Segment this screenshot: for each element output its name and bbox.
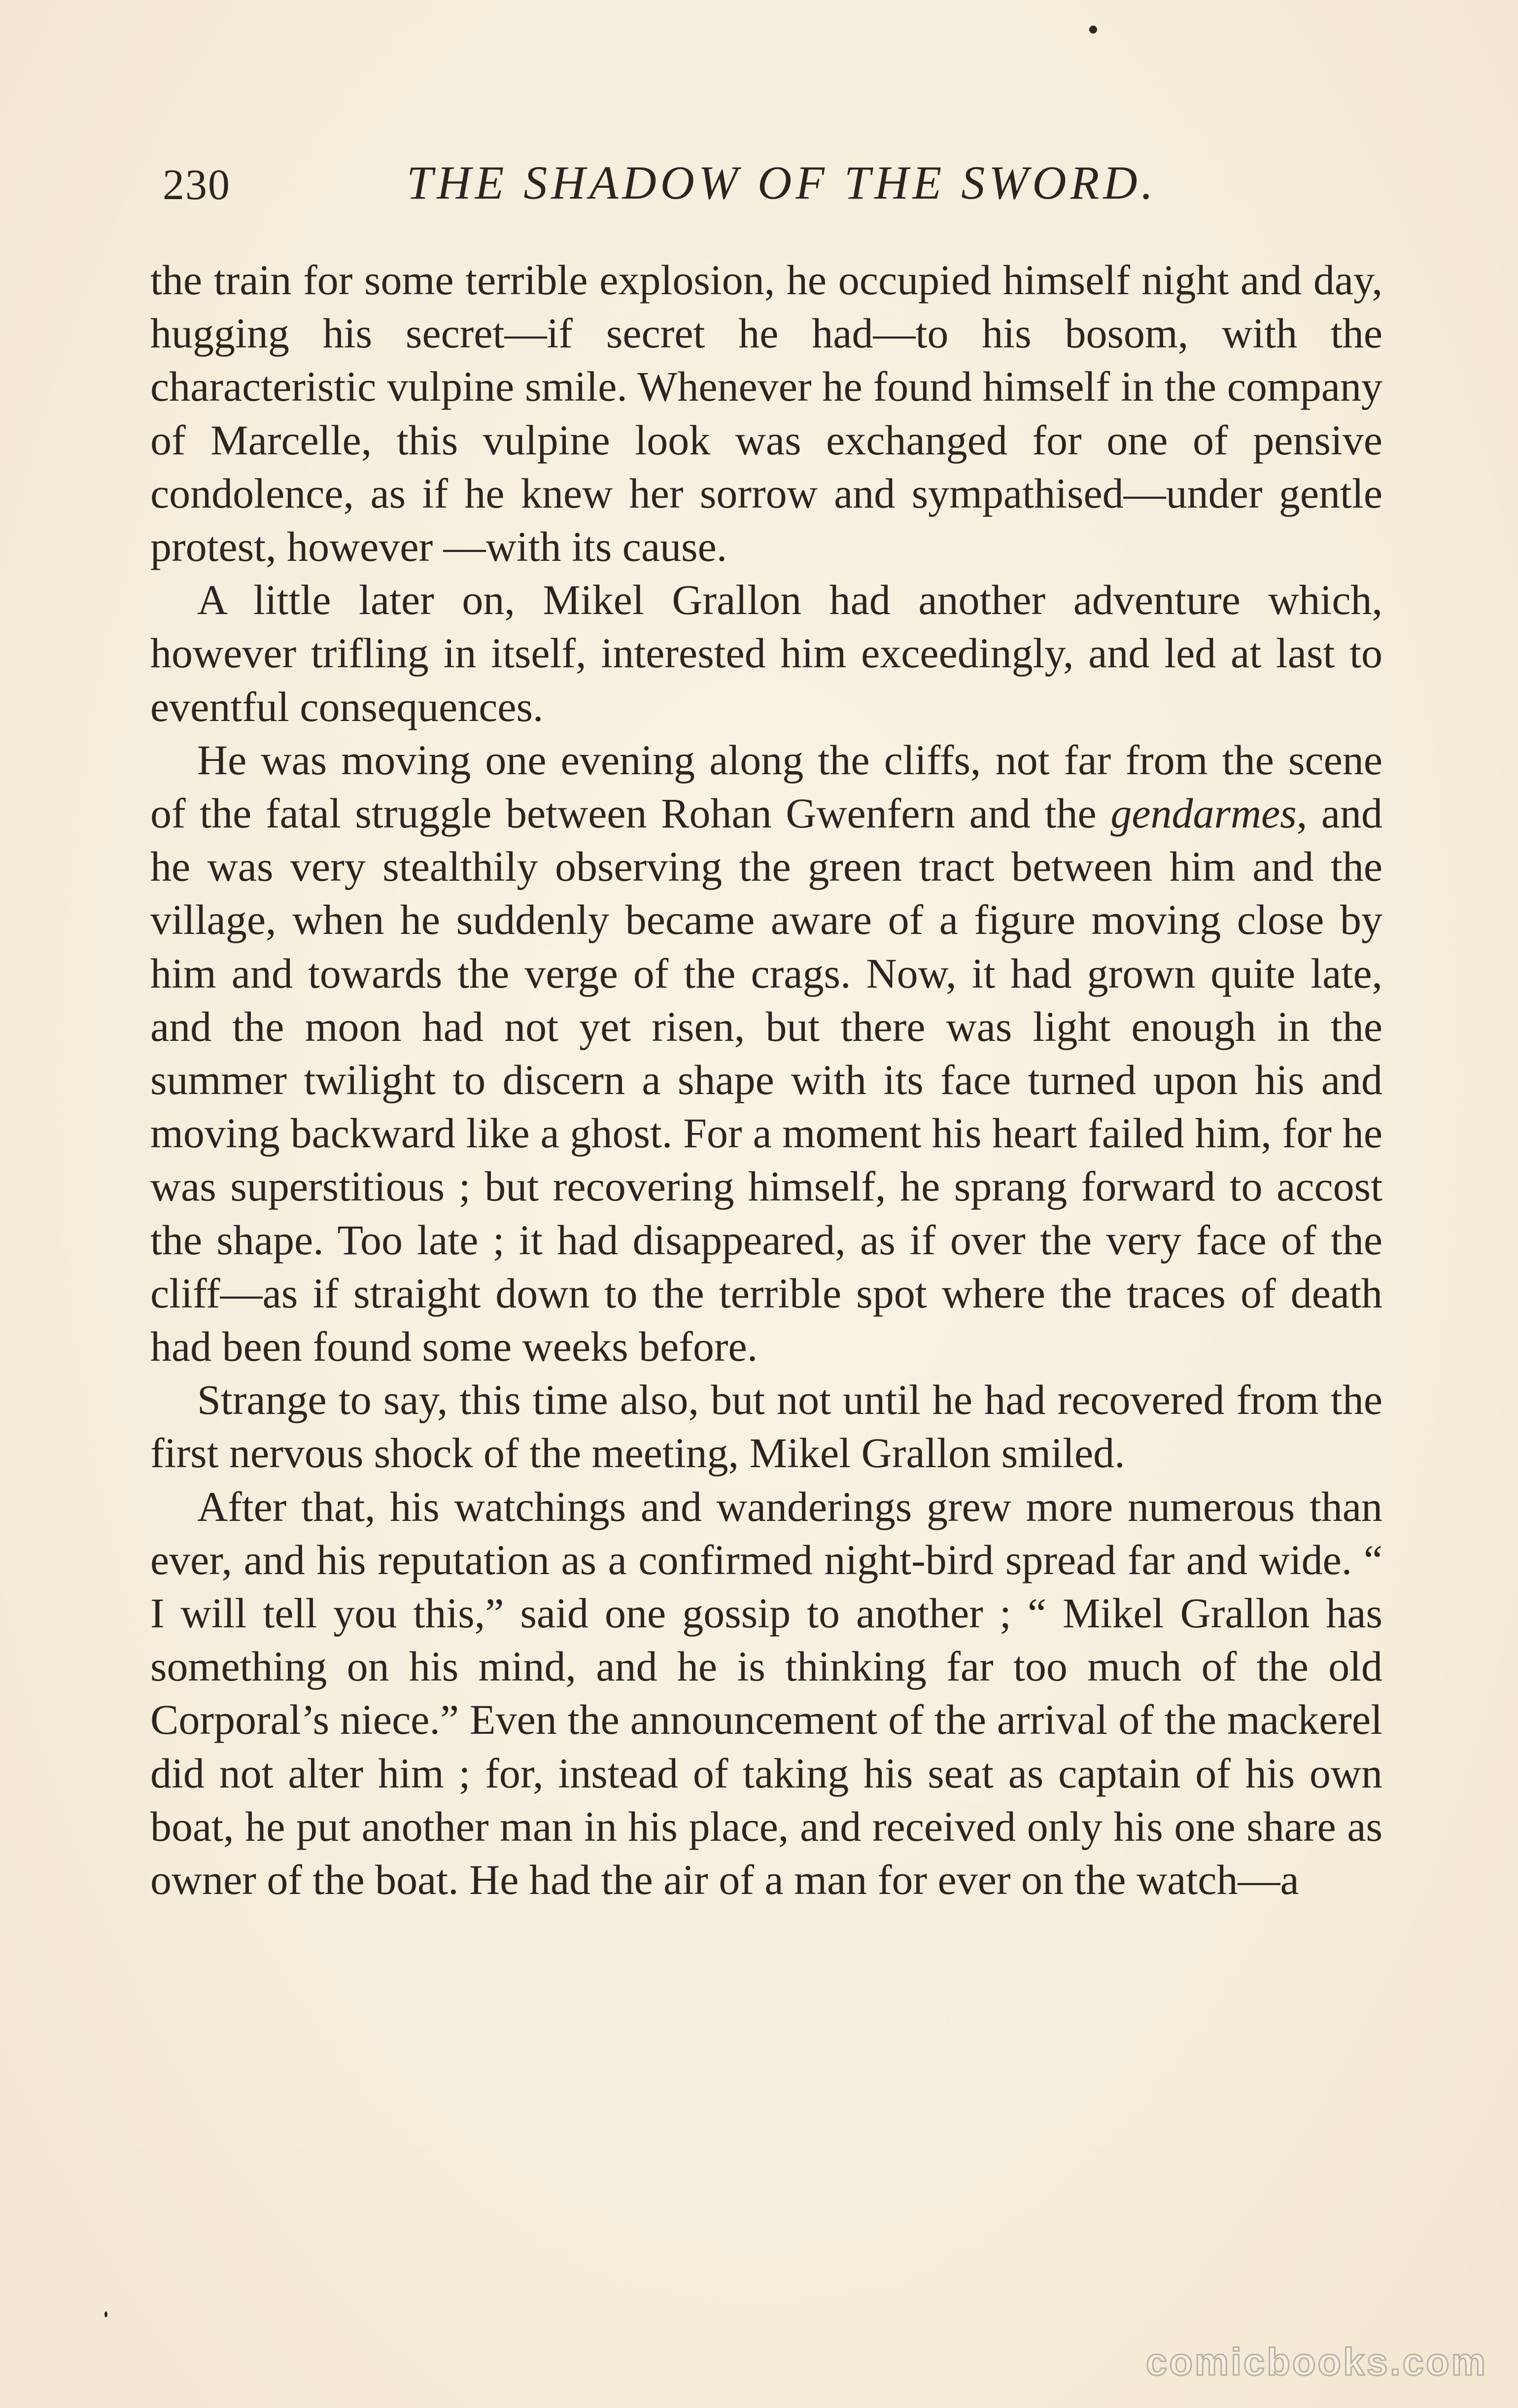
- paragraph: [150, 733, 1382, 1373]
- watermark: comicbooks.com: [1145, 2340, 1487, 2383]
- paragraph: After that, his watchings and wanderings grew more numerous than ever, and his reputation as a confirmed night-bird spread far and wide. “ I will tell you this,” said one gossip to another ; “ Mikel Grallon has something on his mind, and he is thinking far too much of the old Corporal’s niece.” Even the announcement of the arrival of the mackerel did not alter him ; for, instead of taking his seat as captain of his own boat, he put another man in his place, and received only his one share as owner of the boat. He had the air of a man for ever on the watch—a: [150, 1482, 1382, 1904]
- page-number: 230: [163, 161, 231, 209]
- paragraph: Strange to say, this time also, but not until he had recovered from the first nervous shock of the meeting, Mikel Grallon smiled.: [150, 1376, 1382, 1477]
- ink-speck: [104, 2311, 107, 2317]
- paragraph-text: He was moving one evening along the cliffs, not far from the scene of the fatal struggle between Rohan Gwenfern and the: [150, 736, 1382, 837]
- paragraph: the train for some terrible explosion, he occupied himself night and day, hugging his secret—if secret he had—to his bosom, with the characteristic vulpine smile. Whenever he found himself in the company of Marcelle, this vulpine look was exchanged for one of pensive condolence, as if he knew her sorrow and sympathised—under gentle protest, however —with its cause.: [150, 256, 1382, 571]
- paragraph-text: , and he was very stealthily observing the green tract between him and the village, when he suddenly became aware of a figure moving close by him and towards the verge of the crags. Now, it had grown quite late, and the moon had not yet risen, but there was light enough in the summer twilight to discern a shape with its face turned upon his and moving backward like a ghost. For a moment his heart failed him, for he was superstitious ; but recovering himself, he sprang forward to accost the shape. Too late ; it had disappeared, as if over the very face of the cliff—as if straight down to the terrible spot where the traces of death had been found some weeks before.: [150, 790, 1383, 1371]
- running-title: THE SHADOW OF THE SWORD.: [407, 156, 1157, 209]
- body-text: [150, 253, 1382, 1906]
- paragraph: A little later on, Mikel Grallon had another adventure which, however trifling in itself, interested him exceedingly, and led at last to eventful consequences.: [150, 576, 1382, 730]
- ink-speck: [1089, 26, 1097, 34]
- page-header: [163, 155, 1375, 219]
- italic-word: gendarmes: [1110, 790, 1297, 837]
